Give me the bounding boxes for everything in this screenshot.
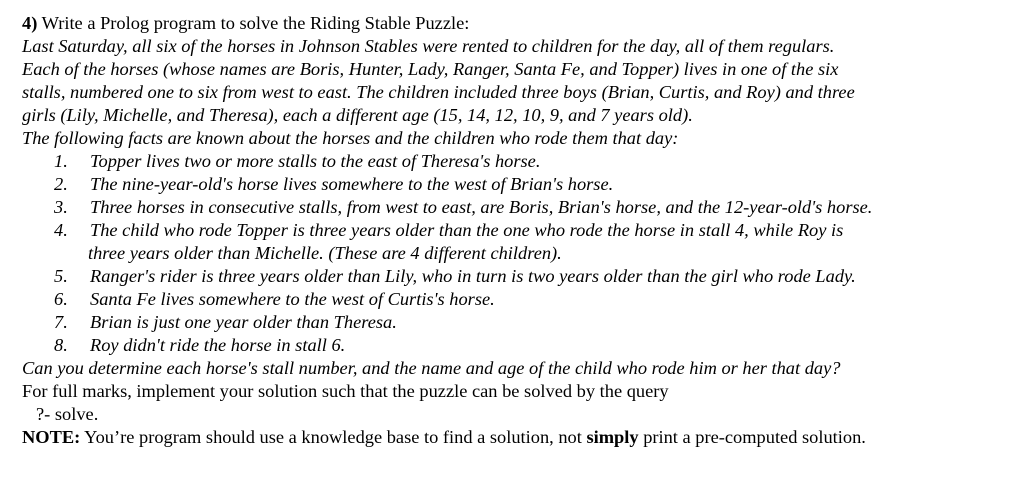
fact-item (54, 311, 397, 334)
intro-line: Last Saturday, all six of the horses in Johnson Stables were rented to children for the day, all of them regulars. (22, 36, 835, 56)
fact-number: 8. (54, 335, 68, 355)
fact-number: 5. (54, 266, 68, 286)
question-title: Write a Prolog program to solve the Riding Stable Puzzle: (41, 13, 470, 33)
fact-text: Three horses in consecutive stalls, from west to east, are Boris, Brian's horse, and the 12-year-old's horse. (90, 197, 873, 217)
fact-item (54, 173, 613, 196)
fact-number: 7. (54, 312, 68, 332)
note-text-part2: print a pre-computed solution. (643, 427, 866, 447)
fact-item (54, 150, 540, 173)
note-text-part1: You’re program should use a knowledge base to find a solution, not (84, 427, 582, 447)
note-label: NOTE: (22, 427, 81, 447)
prolog-query: ?- solve. (36, 404, 99, 424)
fact-number: 3. (54, 197, 68, 217)
intro-line: girls (Lily, Michelle, and Theresa), each a different age (15, 14, 12, 10, 9, and 7 years old). (22, 105, 693, 125)
fact-text: Topper lives two or more stalls to the east of Theresa's horse. (90, 151, 541, 171)
fact-number: 1. (54, 151, 68, 171)
closing-question: Can you determine each horse's stall number, and the name and age of the child who rode him or her that day? (22, 358, 841, 378)
fact-item (54, 334, 345, 357)
fact-item (54, 288, 495, 311)
fact-number: 4. (54, 220, 68, 240)
fact-item (54, 219, 843, 242)
fact-text: Roy didn't ride the horse in stall 6. (90, 335, 346, 355)
intro-line: Each of the horses (whose names are Boris, Hunter, Lady, Ranger, Santa Fe, and Topper) lives in one of the six (22, 59, 839, 79)
note-paragraph (22, 426, 866, 449)
note-emphasis: simply (586, 427, 639, 447)
fact-item (54, 196, 872, 219)
fact-number: 2. (54, 174, 68, 194)
intro-line: stalls, numbered one to six from west to east. The children included three boys (Brian, Curtis, and Roy) and three (22, 82, 855, 102)
fact-text: The nine-year-old's horse lives somewhere to the west of Brian's horse. (90, 174, 614, 194)
fact-text: Ranger's rider is three years older than Lily, who in turn is two years older than the girl who rode Lady. (90, 266, 856, 286)
question-heading (22, 12, 469, 35)
fact-text: Santa Fe lives somewhere to the west of Curtis's horse. (90, 289, 495, 309)
intro-line: The following facts are known about the horses and the children who rode them that day: (22, 128, 679, 148)
fact-continuation: three years older than Michelle. (These are 4 different children). (88, 243, 562, 263)
fact-text: Brian is just one year older than Theresa. (90, 312, 397, 332)
fact-text: The child who rode Topper is three years older than the one who rode the horse in stall 4, while Roy is (90, 220, 844, 240)
fact-number: 6. (54, 289, 68, 309)
full-marks-instruction: For full marks, implement your solution such that the puzzle can be solved by the query (22, 381, 669, 401)
question-number: 4) (22, 13, 38, 33)
fact-item (54, 265, 856, 288)
